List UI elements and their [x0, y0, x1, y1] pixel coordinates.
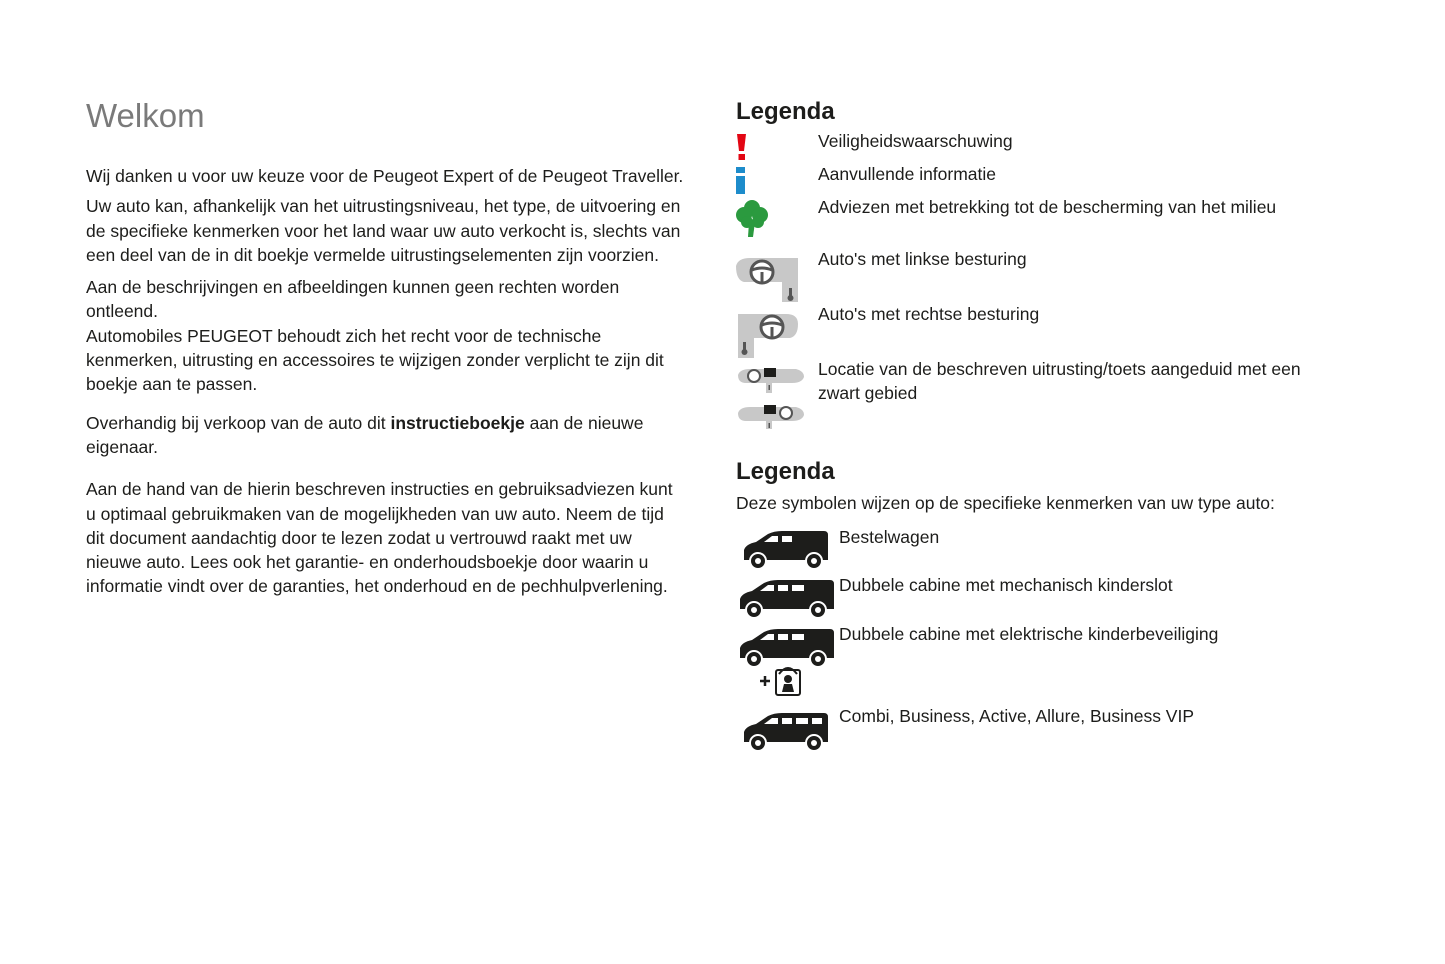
legend-label: Adviezen met betrekking tot de bescherming van het milieu: [818, 197, 1277, 217]
handover-text-1: Overhandig bij verkoop van de auto dit: [86, 412, 391, 433]
handover-paragraph: [86, 411, 686, 460]
page-title: Welkom: [86, 97, 205, 134]
van-icon: [742, 530, 842, 572]
lhd-dashboard-icon: [736, 256, 800, 304]
usage-paragraph: Aan de hand van de hierin beschreven instructies en gebruiksadviezen kunt u optimaal gebruikmaken van de mogelijkheden van uw auto. Neem de tijd dit document aandachtig door te lezen zodat u vertrouwd raakt met uw nieuwe auto. Lees ook het garantie- en onderhoudsboekje door waarin u informatie vindt over de garanties, het onderhoud en de pechhulpverlening.: [86, 479, 673, 597]
vehicle-label: Combi, Business, Active, Allure, Business VIP: [839, 706, 1195, 726]
handover-text-2: aan de nieuwe eigenaar.: [86, 412, 644, 457]
vehicle-label: Dubbele cabine met mechanisch kinderslot: [839, 575, 1173, 595]
rights-paragraph: Aan de beschrijvingen en afbeeldingen kunnen geen rechten worden ontleend.: [86, 277, 620, 322]
double-cab-electric-icon: [738, 628, 838, 700]
legend-label: Aanvullende informatie: [818, 164, 997, 184]
location-dashboard-icon: [736, 367, 806, 435]
legend-label: Auto's met linkse besturing: [818, 249, 1027, 269]
welcome-section: [86, 96, 686, 599]
legend-label: Auto's met rechtse besturing: [818, 304, 1040, 324]
tree-icon: [736, 200, 770, 238]
legend-label: Veiligheidswaarschuwing: [818, 131, 1013, 151]
double-cab-icon: [738, 579, 838, 621]
intro-paragraph: Wij danken u voor uw keuze voor de Peugeot Expert of de Peugeot Traveller.: [86, 166, 684, 186]
legend-label: Locatie van de beschreven uitrusting/toets aangeduid met een zwart gebied: [818, 359, 1301, 404]
rhd-dashboard-icon: [736, 312, 800, 360]
warning-icon: [736, 134, 748, 160]
passenger-van-icon: [742, 712, 842, 754]
handover-bold: instructieboekje: [390, 412, 525, 433]
legend-title: Legenda: [736, 98, 835, 125]
vehicle-label: Bestelwagen: [839, 527, 940, 547]
vehicle-legend-intro: Deze symbolen wijzen op de specifieke kenmerken van uw type auto:: [736, 493, 1275, 513]
equipment-paragraph: Uw auto kan, afhankelijk van het uitrustingsniveau, het type, de uitvoering en de specifieke kenmerken voor het land waar uw auto verkocht is, slechts van een deel van de in dit boekje vermelde uitrustingselementen zijn voorzien.: [86, 196, 681, 265]
legend-title-vehicles: Legenda: [736, 458, 835, 485]
info-icon: [736, 167, 748, 195]
peugeot-rights-paragraph: Automobiles PEUGEOT behoudt zich het recht voor de technische kenmerken, uitrusting en accessoires te wijzigen zonder verplicht te zijn dit boekje aan te passen.: [86, 325, 664, 395]
vehicle-label: Dubbele cabine met elektrische kinderbeveiliging: [839, 624, 1219, 644]
